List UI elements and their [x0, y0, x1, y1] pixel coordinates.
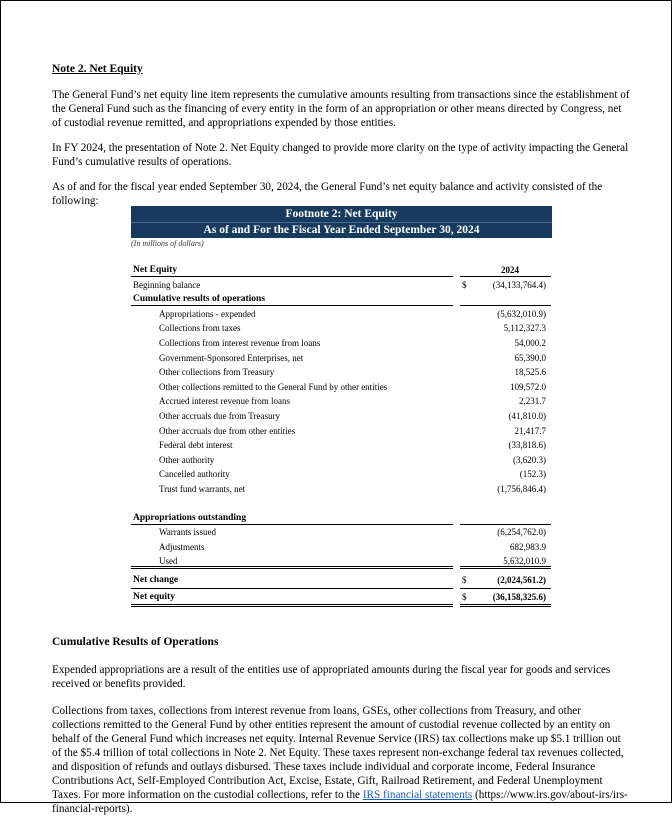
row-value: (36,158,325.6)	[492, 592, 546, 603]
note-title: Note 2. Net Equity	[52, 63, 143, 75]
row-value: 109,572.0	[510, 381, 546, 392]
row-value: 5,632,010.9	[503, 556, 546, 567]
net-equity-table	[131, 206, 552, 605]
section-label: Appropriations outstanding	[133, 512, 247, 523]
appropriations-header-row	[131, 511, 552, 526]
paragraph-text: Collections from taxes, collections from interest revenue from loans, GSEs, other collections from Treasury, and other collections remitted to the General Fund by other entities represent the amount of custodial revenue collected by an entity on behalf of the General Fund which increases net equity. Internal Revenue Service (IRS) tax collections make up $5.1 trillion out of the $5.4 trillion of total collections in Note 2. Net Equity. These taxes represent non-exchange federal tax revenues collected, and disposition of refunds and outlays disbursed. These taxes include individual and corporate income, Federal Insurance Contributions Act, Self-Employed Contribution Act, Excise, Estate, Gift, Railroad Retirement, and Federal Unemployment Taxes. For more information on the custodial collections, refer to the	[52, 705, 624, 801]
row-label: Other collections remitted to the General Fund by other entities	[159, 381, 388, 392]
row-label: Federal debt interest	[159, 440, 233, 451]
column-header-row	[131, 263, 552, 278]
table-row	[131, 540, 552, 555]
row-label: Accrued interest revenue from loans	[159, 396, 290, 407]
units-note: (In millions of dollars)	[131, 239, 204, 248]
row-value: (41,810.0)	[508, 410, 546, 421]
row-value: 65,390.0	[514, 352, 546, 363]
currency-symbol: $	[462, 574, 467, 585]
row-label: Other authority	[159, 454, 215, 465]
cumulative-paragraph-1: Expended appropriations are a result of the entities use of appropriated amounts during the fiscal year for goods and services received or benefits provided.	[52, 664, 611, 690]
year-header: 2024	[501, 265, 519, 275]
row-label: Other collections from Treasury	[159, 367, 275, 378]
section-label: Cumulative results of operations	[133, 294, 266, 305]
row-value: 54,000.2	[514, 337, 546, 348]
note-intro	[52, 62, 632, 219]
row-value: (5,632,010.9)	[497, 308, 546, 319]
row-value: 5,112,327.3	[503, 323, 546, 334]
irs-financial-statements-link[interactable]: IRS financial statements	[362, 789, 473, 801]
row-label: Government-Sponsored Enterprises, net	[159, 352, 304, 363]
table-row	[131, 409, 552, 424]
beginning-balance-row	[131, 278, 552, 293]
row-value: (152.3)	[519, 469, 546, 480]
row-label: Trust fund warrants, net	[159, 483, 246, 494]
table-title: Footnote 2: Net Equity	[285, 208, 398, 220]
row-value: (3,620.3)	[513, 454, 546, 465]
row-label: Beginning balance	[133, 279, 201, 290]
table-header-banner	[131, 206, 552, 238]
row-value: (34,133,764.4)	[492, 279, 546, 290]
row-label: Other accruals due from Treasury	[159, 410, 280, 421]
table-row	[131, 453, 552, 468]
table-row	[131, 380, 552, 395]
row-value: (1,756,846.4)	[497, 483, 546, 494]
table-row	[131, 554, 552, 569]
row-value: 21,417.7	[514, 425, 546, 436]
table-row	[131, 424, 552, 439]
table-row	[131, 438, 552, 453]
row-label: Adjustments	[159, 541, 205, 552]
intro-paragraph-3: As of and for the fiscal year ended September 30, 2024, the General Fund’s net equity balance and activity consisted of the following:	[52, 181, 603, 207]
net-equity-row	[131, 590, 552, 605]
table-row	[131, 482, 552, 497]
row-value: (2,024,561.2)	[497, 574, 546, 585]
row-value: 18,525.6	[514, 367, 546, 378]
table-row	[131, 321, 552, 336]
table-row	[131, 467, 552, 482]
row-label: Collections from interest revenue from loans	[159, 337, 321, 348]
currency-symbol: $	[462, 592, 467, 603]
cumulative-paragraph-2	[52, 704, 632, 816]
table-row	[131, 525, 552, 540]
row-label: Other accruals due from other entities	[159, 425, 296, 436]
table-subtitle: As of and For the Fiscal Year Ended September 30, 2024	[131, 222, 552, 238]
table-row	[131, 365, 552, 380]
currency-symbol: $	[462, 279, 467, 290]
intro-paragraph-2: In FY 2024, the presentation of Note 2. Net Equity changed to provide more clarity on the type of activity impacting the General Fund’s cumulative results of operations.	[52, 142, 629, 168]
table-row	[131, 351, 552, 366]
row-label: Collections from taxes	[159, 323, 241, 334]
row-value: (6,254,762.0)	[497, 527, 546, 538]
cumulative-header-row	[131, 292, 552, 307]
row-label: Net change	[133, 574, 179, 585]
cumulative-results-section	[52, 635, 632, 827]
row-value: (33,818.6)	[508, 440, 546, 451]
net-change-row	[131, 573, 552, 588]
column-label: Net Equity	[133, 265, 178, 275]
row-label: Warrants issued	[159, 527, 217, 538]
row-label: Used	[159, 556, 178, 567]
row-value: 682,983.9	[510, 541, 546, 552]
row-label: Cancelled authority	[159, 469, 230, 480]
paragraph-text: (https://www.irs.gov/about-irs/irs-financial-reports).	[52, 789, 628, 815]
table-row	[131, 394, 552, 409]
table-row	[131, 336, 552, 351]
intro-paragraph-1: The General Fund’s net equity line item represents the cumulative amounts resulting from transactions since the establishment of the General Fund such as the financing of every entity in the form of an appropriation or other means directed by Congress, net of custodial revenue remitted, and appropriations expended by those entities.	[52, 89, 630, 129]
row-label: Appropriations - expended	[159, 308, 256, 319]
row-value: 2,231.7	[519, 396, 546, 407]
section-title: Cumulative Results of Operations	[52, 636, 219, 648]
row-label: Net equity	[133, 592, 175, 603]
table-row	[131, 307, 552, 322]
